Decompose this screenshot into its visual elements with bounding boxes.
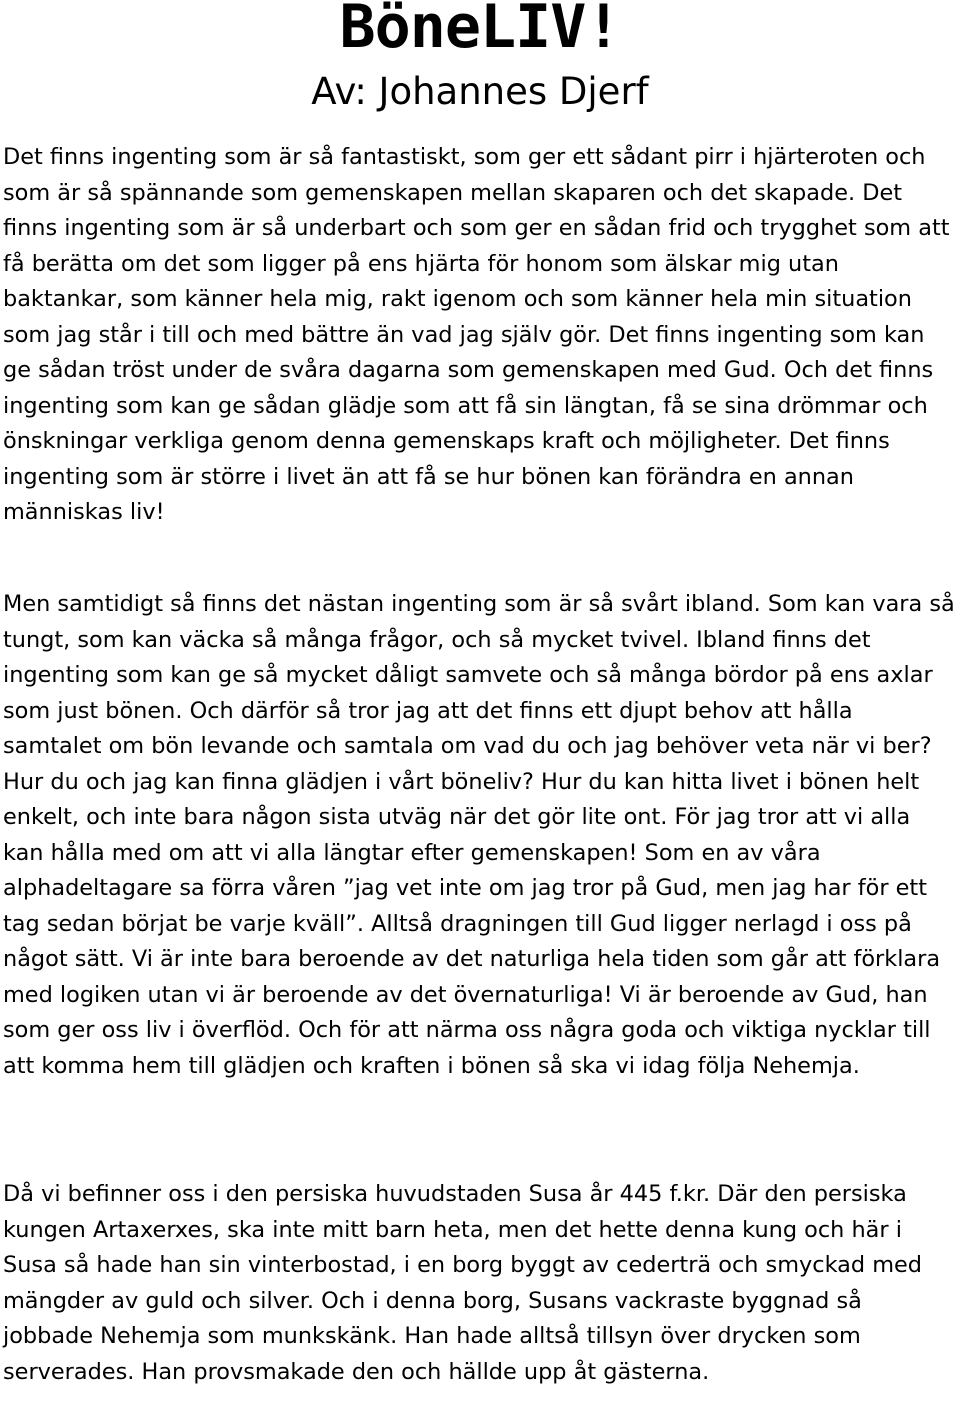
paragraph-1: Det finns ingenting som är så fantastiskt, som ger ett sådant pirr i hjärteroten och som är så spännande som gemenskapen mellan skaparen och det skapade. Det finns ingenting som är så underbart och som ger en sådan frid och trygghet som att få berätta om det som ligger på ens hjärta för honom som älskar mig utan baktankar, som känner hela mig, rakt igenom och som känner hela min situation som jag står i till och med bättre än vad jag själv gör. Det finns ingenting som kan ge sådan tröst under de svåra dagarna som gemenskapen med Gud. Och det finns ingenting som kan ge sådan glädje som att få sin längtan, få se sina drömmar och önskningar verkliga genom denna gemenskaps kraft och möjligheter. Det finns ingenting som är större i livet än att få se hur bönen kan förändra en annan människas liv! bbox=[3, 144, 950, 525]
document-author: Av: Johannes Djerf bbox=[311, 70, 649, 113]
paragraph-2: Men samtidigt så finns det nästan ingenting som är så svårt ibland. Som kan vara så tungt, som kan väcka så många frågor, och så mycket tvivel. Ibland finns det ingenting som kan ge så mycket dåligt samvete och så många bördor på ens axlar som just bönen. Och därför så tror jag att det finns ett djupt behov att hålla samtalet om bön levande och samtala om vad du och jag behöver veta när vi ber? Hur du och jag kan finna glädjen i vårt böneliv? Hur du kan hitta livet i bönen helt enkelt, och inte bara någon sista utväg när det gör lite ont. För jag tror att vi alla kan hålla med om att vi alla längtar efter gemenskapen! Som en av våra alphadeltagare sa förra våren ”jag vet inte om jag tror på Gud, men jag har för ett tag sedan börjat be varje kväll”. Alltså dragningen till Gud ligger nerlagd i oss på något sätt. Vi är inte bara beroende av det naturliga hela tiden som går att förklara med logiken utan vi är beroende av det övernaturliga! Vi är beroende av Gud, han som ger oss liv i överflöd. Och för att närma oss några goda och viktiga nycklar till att komma hem till glädjen och kraften i bönen så ska vi idag följa Nehemja. bbox=[3, 591, 955, 1079]
paragraph-3: Då vi befinner oss i den persiska huvudstaden Susa år 445 f.kr. Där den persiska kungen Artaxerxes, ska inte mitt barn heta, men det hette denna kung och här i Susa så hade han sin vinterbostad, i en borg byggt av cederträ och smyckad med mängder av guld och silver. Och i denna borg, Susans vackraste byggnad så jobbade Nehemja som munkskänk. Han hade alltså tillsyn över drycken som serverades. Han provsmakade den och hällde upp åt gästerna. bbox=[3, 1181, 923, 1385]
document-title: BöneLIV! bbox=[339, 0, 621, 62]
